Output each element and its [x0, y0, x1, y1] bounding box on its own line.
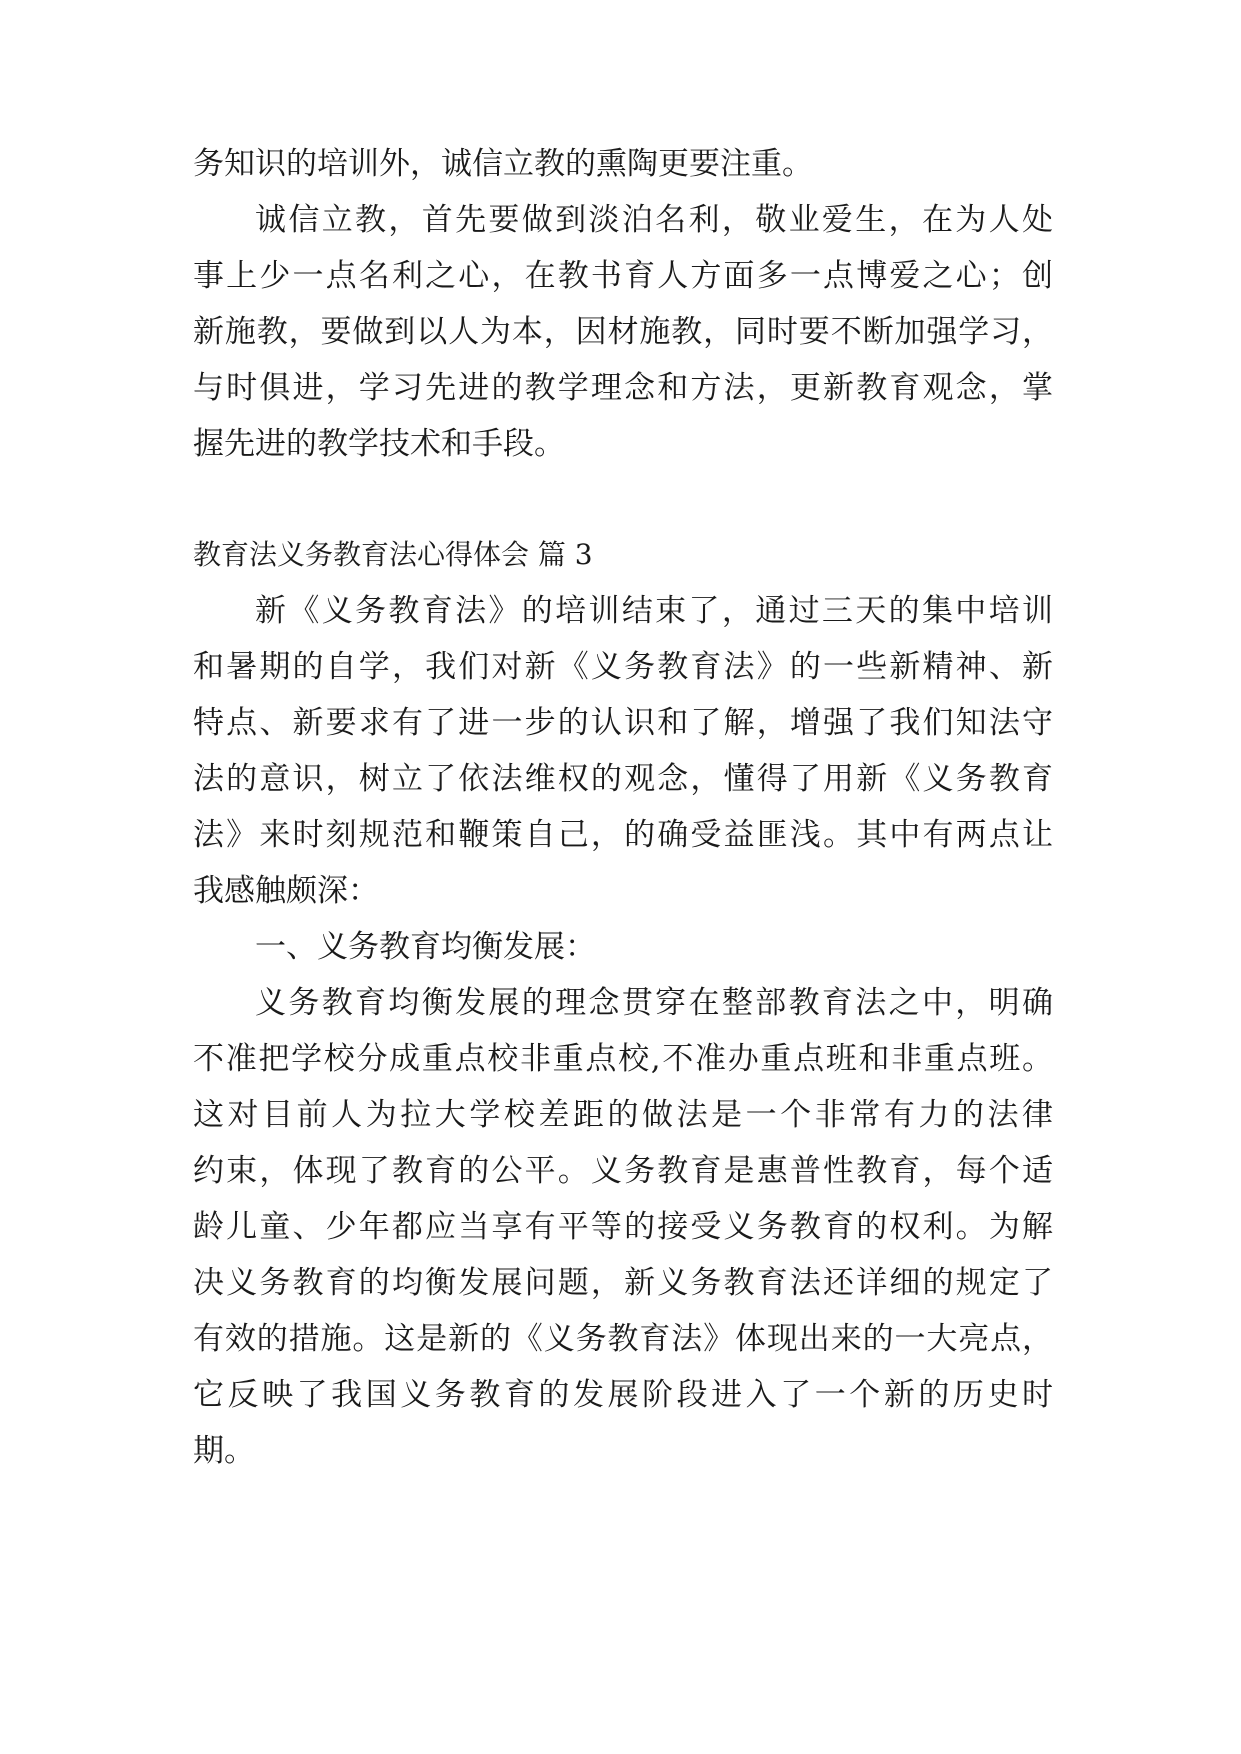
paragraph-4-line-5: 龄儿童、少年都应当享有平等的接受义务教育的权利。为解	[193, 1209, 1053, 1245]
paragraph-2-line-4: 与时俱进，学习先进的教学理念和方法，更新教育观念，掌	[193, 370, 1053, 406]
paragraph-1-line-1: 务知识的培训外，诚信立教的熏陶更要注重。	[193, 146, 813, 182]
section-heading: 教育法义务教育法心得体会 篇 3	[193, 538, 593, 571]
subsection-heading: 一、义务教育均衡发展：	[255, 929, 596, 965]
paragraph-3-line-3: 特点、新要求有了进一步的认识和了解，增强了我们知法守	[193, 705, 1053, 741]
paragraph-3-line-2: 和暑期的自学，我们对新《义务教育法》的一些新精神、新	[193, 649, 1053, 685]
paragraph-4-line-2: 不准把学校分成重点校非重点校,不准办重点班和非重点班。	[193, 1041, 1053, 1077]
paragraph-4-line-9: 期。	[193, 1433, 255, 1469]
paragraph-4-line-7: 有效的措施。这是新的《义务教育法》体现出来的一大亮点，	[193, 1321, 1053, 1357]
paragraph-4-line-1: 义务教育均衡发展的理念贯穿在整部教育法之中，明确	[255, 985, 1053, 1021]
paragraph-4-line-4: 约束，体现了教育的公平。义务教育是惠普性教育，每个适	[193, 1153, 1053, 1189]
paragraph-2-line-3: 新施教，要做到以人为本，因材施教，同时要不断加强学习，	[193, 314, 1053, 350]
paragraph-3-line-6: 我感触颇深：	[193, 873, 379, 909]
paragraph-3-line-5: 法》来时刻规范和鞭策自己，的确受益匪浅。其中有两点让	[193, 817, 1053, 853]
paragraph-3-line-4: 法的意识，树立了依法维权的观念，懂得了用新《义务教育	[193, 761, 1053, 797]
paragraph-2-line-5: 握先进的教学技术和手段。	[193, 426, 565, 462]
paragraph-2-line-1: 诚信立教，首先要做到淡泊名利，敬业爱生，在为人处	[255, 202, 1053, 238]
paragraph-3-line-1: 新《义务教育法》的培训结束了，通过三天的集中培训	[255, 593, 1053, 629]
paragraph-2-line-2: 事上少一点名利之心，在教书育人方面多一点博爱之心；创	[193, 258, 1053, 294]
paragraph-4-line-6: 决义务教育的均衡发展问题，新义务教育法还详细的规定了	[193, 1265, 1053, 1301]
paragraph-4-line-3: 这对目前人为拉大学校差距的做法是一个非常有力的法律	[193, 1097, 1053, 1133]
paragraph-4-line-8: 它反映了我国义务教育的发展阶段进入了一个新的历史时	[193, 1377, 1053, 1413]
